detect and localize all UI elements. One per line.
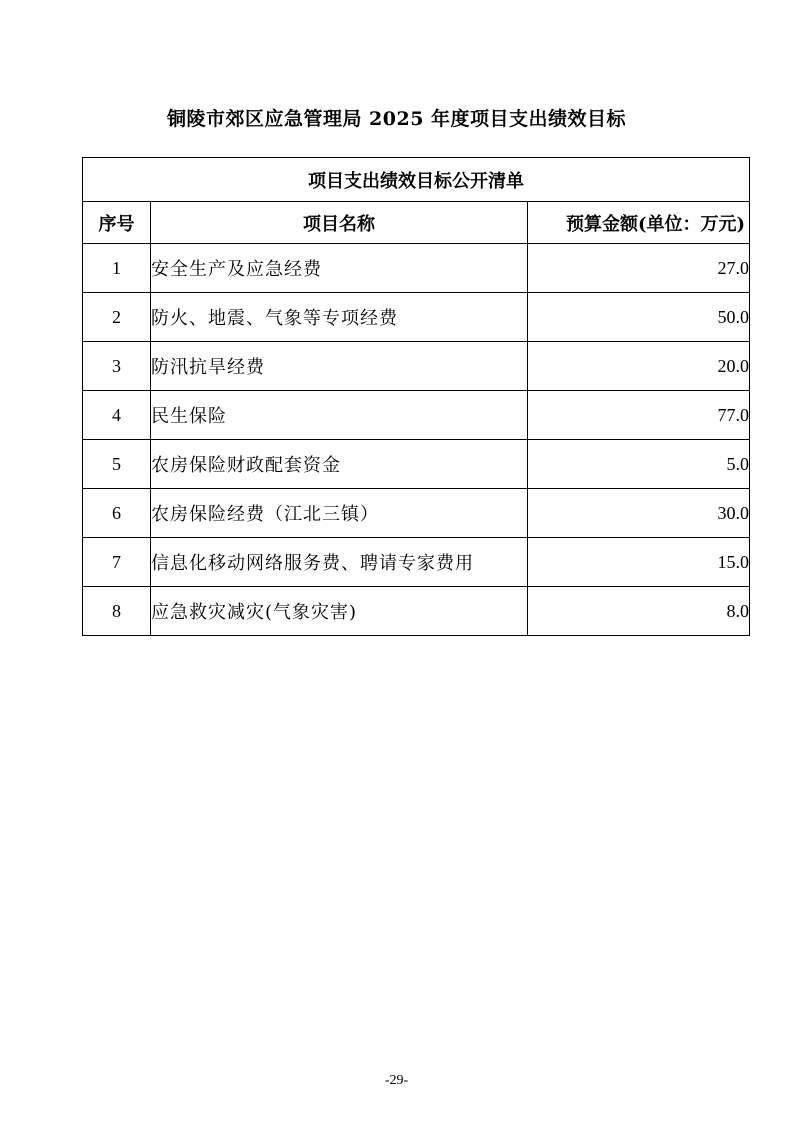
- row-seq: 7: [83, 538, 151, 587]
- budget-table: [82, 157, 750, 636]
- row-amount: 8.0: [528, 587, 750, 636]
- row-name: 民生保险: [151, 391, 528, 440]
- row-seq: 1: [83, 244, 151, 293]
- table-row: [83, 538, 750, 587]
- table-caption: 项目支出绩效目标公开清单: [83, 158, 750, 202]
- row-name: 安全生产及应急经费: [151, 244, 528, 293]
- table-row: [83, 244, 750, 293]
- table-row: [83, 293, 750, 342]
- row-name: 农房保险经费（江北三镇）: [151, 489, 528, 538]
- table-header-row: [83, 202, 750, 244]
- row-amount: 5.0: [528, 440, 750, 489]
- table-caption-row: [83, 158, 750, 202]
- row-seq: 3: [83, 342, 151, 391]
- page-title: 铜陵市郊区应急管理局 2025 年度项目支出绩效目标: [166, 108, 627, 130]
- header-amount: 预算金额(单位：万元): [528, 202, 750, 244]
- table-row: [83, 440, 750, 489]
- row-seq: 2: [83, 293, 151, 342]
- row-name: 信息化移动网络服务费、聘请专家费用: [151, 538, 528, 587]
- row-name: 防火、地震、气象等专项经费: [151, 293, 528, 342]
- page-number: -29-: [384, 1073, 409, 1088]
- row-amount: 27.0: [528, 244, 750, 293]
- row-name: 农房保险财政配套资金: [151, 440, 528, 489]
- row-amount: 30.0: [528, 489, 750, 538]
- row-name: 应急救灾减灾(气象灾害): [151, 587, 528, 636]
- header-seq: 序号: [83, 202, 151, 244]
- row-amount: 50.0: [528, 293, 750, 342]
- row-name: 防汛抗旱经费: [151, 342, 528, 391]
- row-seq: 6: [83, 489, 151, 538]
- row-seq: 4: [83, 391, 151, 440]
- row-amount: 15.0: [528, 538, 750, 587]
- header-name: 项目名称: [151, 202, 528, 244]
- row-seq: 5: [83, 440, 151, 489]
- row-seq: 8: [83, 587, 151, 636]
- table-row: [83, 587, 750, 636]
- row-amount: 20.0: [528, 342, 750, 391]
- row-amount: 77.0: [528, 391, 750, 440]
- table-row: [83, 489, 750, 538]
- table-row: [83, 391, 750, 440]
- table-row: [83, 342, 750, 391]
